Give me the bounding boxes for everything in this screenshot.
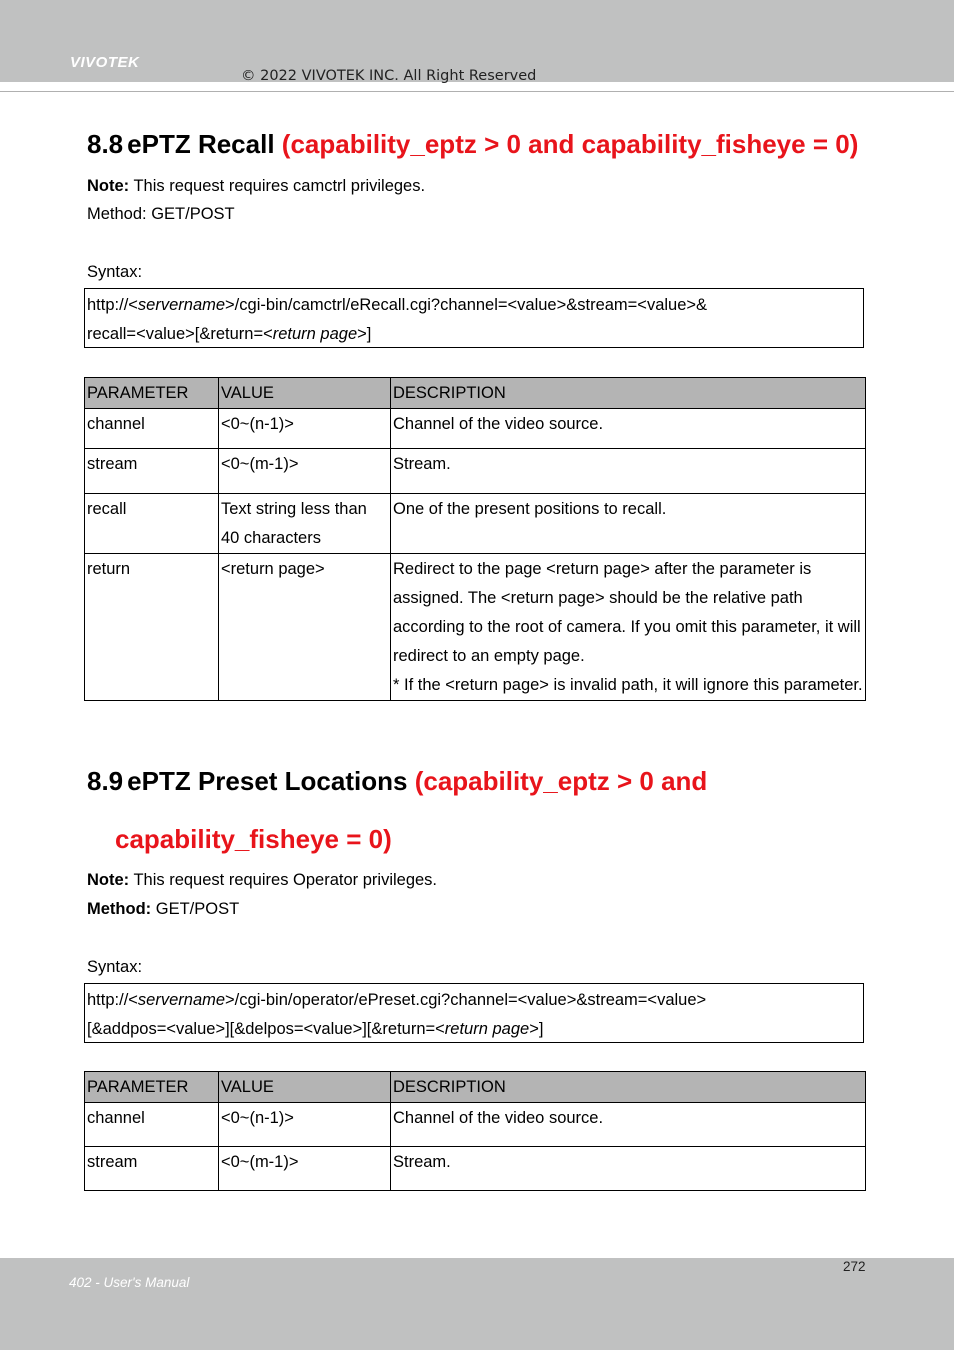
table-row <box>85 554 866 701</box>
header-divider <box>0 91 954 92</box>
param-cell: stream <box>85 449 219 494</box>
section-title: ePTZ Preset Locations <box>127 766 408 796</box>
section-title: ePTZ Recall <box>127 129 275 159</box>
syntax-box <box>84 983 864 1043</box>
method-text: GET/POST <box>151 900 240 918</box>
value-cell: Text string less than 40 characters <box>219 494 391 554</box>
description-cell: One of the present positions to recall. <box>391 494 866 554</box>
note-text: This request requires Operator privileges. <box>129 871 438 889</box>
note-label: Note: <box>87 871 130 889</box>
column-header: PARAMETER <box>85 1072 219 1103</box>
method-line: Method: GET/POST <box>87 205 235 223</box>
syntax-label: Syntax: <box>87 263 143 281</box>
column-header: DESCRIPTION <box>391 1072 866 1103</box>
table-row <box>85 1147 866 1191</box>
description-cell: Redirect to the page <return page> after the parameter is assigned. The <return page> should be the relative path according to the root of camera. If you omit this parameter, it will redirect to an empty page. * If the <return page> is invalid path, it will ignore this parameter. <box>391 554 866 701</box>
description-cell: Stream. <box>391 449 866 494</box>
table-header-row <box>85 378 866 409</box>
section-condition: (capability_eptz > 0 and <box>414 766 708 796</box>
note-label: Note: <box>87 177 130 195</box>
page-footer <box>0 1258 954 1350</box>
page-number: 272 <box>843 1259 866 1274</box>
method-label: Method: <box>87 900 152 918</box>
copyright-text: © 2022 VIVOTEK INC. All Right Reserved <box>241 68 537 84</box>
column-header: DESCRIPTION <box>391 378 866 409</box>
description-cell: Stream. <box>391 1147 866 1191</box>
value-cell: <0~(n-1)> <box>219 1103 391 1147</box>
note-line <box>87 871 437 890</box>
column-header: VALUE <box>219 1072 391 1103</box>
description-cell: Channel of the video source. <box>391 409 866 449</box>
table-row <box>85 409 866 449</box>
section-8-8-heading <box>87 129 858 160</box>
param-cell: stream <box>85 1147 219 1191</box>
value-cell: <0~(n-1)> <box>219 409 391 449</box>
section-condition-continued: capability_fisheye = 0) <box>115 824 392 854</box>
note-text: This request requires camctrl privileges. <box>129 177 426 195</box>
syntax-line-2: [&addpos=<value>][&delpos=<value>][&return=<return page>] <box>87 1020 544 1038</box>
parameter-table-preset <box>84 1071 866 1191</box>
section-number: 8.9 <box>87 766 124 796</box>
syntax-label: Syntax: <box>87 958 143 976</box>
table-header-row <box>85 1072 866 1103</box>
param-cell: channel <box>85 409 219 449</box>
column-header: PARAMETER <box>85 378 219 409</box>
description-cell: Channel of the video source. <box>391 1103 866 1147</box>
param-cell: return <box>85 554 219 701</box>
table-row <box>85 449 866 494</box>
value-cell: <return page> <box>219 554 391 701</box>
param-cell: recall <box>85 494 219 554</box>
parameter-table-recall <box>84 377 866 701</box>
table-row <box>85 494 866 554</box>
brand-logo-text: VIVOTEK <box>70 54 140 71</box>
value-cell: <0~(m-1)> <box>219 1147 391 1191</box>
param-cell: channel <box>85 1103 219 1147</box>
table-row <box>85 1103 866 1147</box>
column-header: VALUE <box>219 378 391 409</box>
section-8-9-heading <box>87 766 707 797</box>
syntax-box <box>84 288 864 348</box>
value-cell: <0~(m-1)> <box>219 449 391 494</box>
section-condition: (capability_eptz > 0 and capability_fisheye = 0) <box>281 129 859 159</box>
section-number: 8.8 <box>87 129 124 159</box>
manual-page-label: 402 - User's Manual <box>69 1275 190 1290</box>
note-line <box>87 177 425 196</box>
syntax-line-1: http://<servername>/cgi-bin/camctrl/eRecall.cgi?channel=<value>&stream=<value>& <box>87 296 708 314</box>
syntax-line-1: http://<servername>/cgi-bin/operator/ePreset.cgi?channel=<value>&stream=<value> <box>87 991 707 1009</box>
syntax-line-2: recall=<value>[&return=<return page>] <box>87 325 372 343</box>
method-line <box>87 900 239 919</box>
